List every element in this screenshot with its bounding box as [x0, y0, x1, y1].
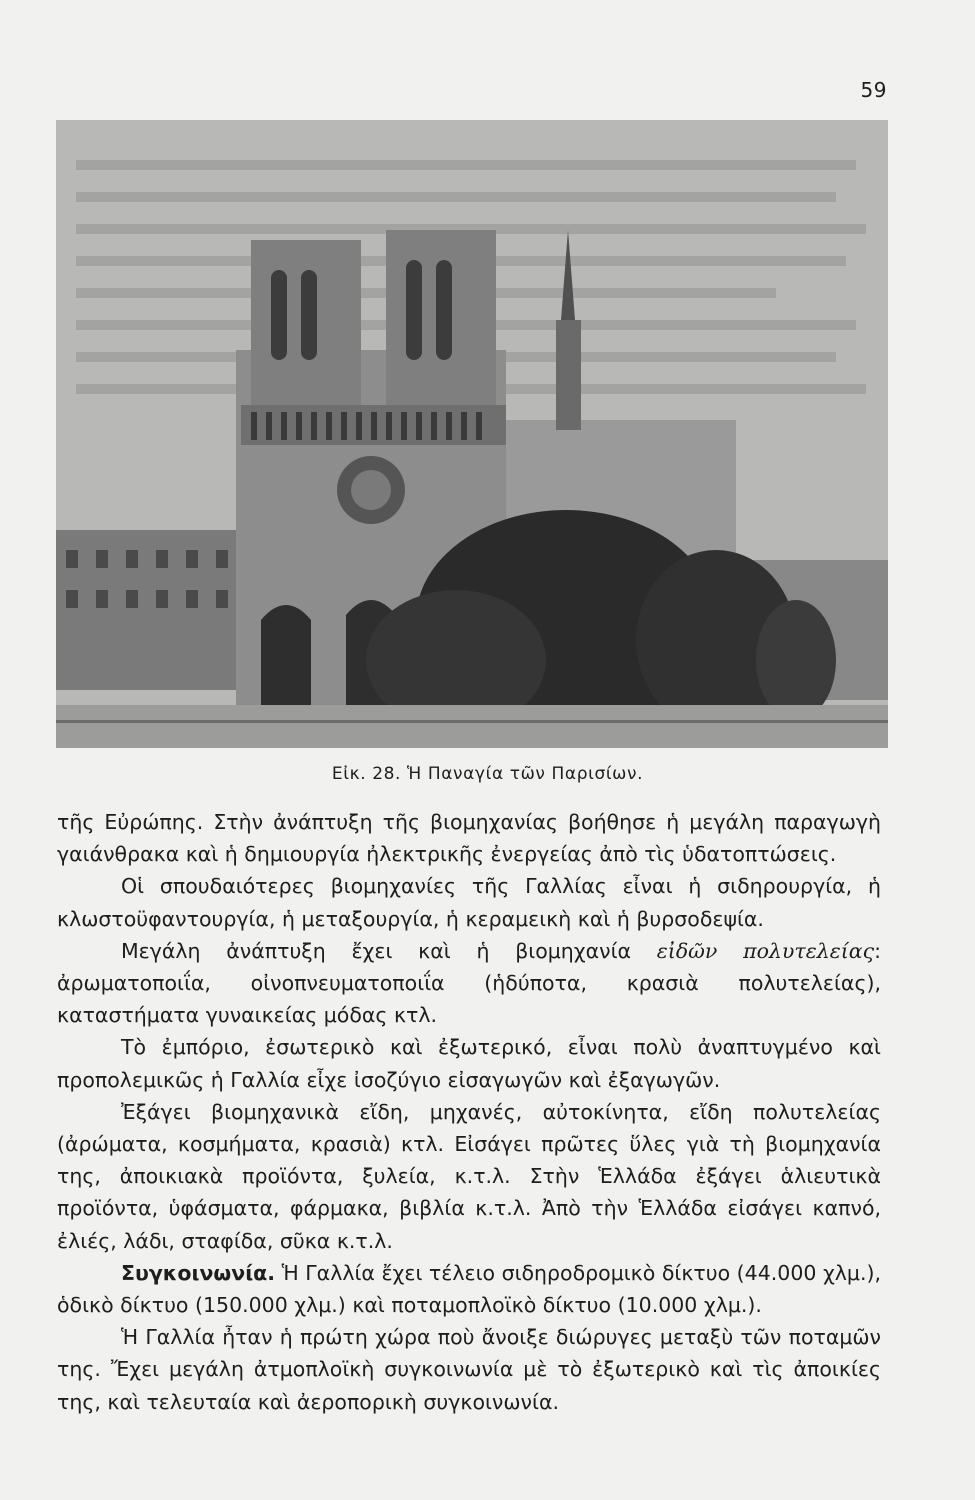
- luxury-term: εἰδῶν πολυτελείας: [656, 938, 875, 963]
- paragraph-communication: [57, 1257, 881, 1321]
- paragraph-luxury: [57, 935, 881, 1032]
- paragraph-exports: Ἐξάγει βιομηχανικὰ εἴδη, μηχανές, αὐτοκίνητα, εἴδη πολυτελείας (ἀρώματα, κοσμήματα, κρασιὰ) κτλ. Εἰσάγει πρῶτες ὕλες γιὰ τὴ βιομηχανία της, ἀποικιακὰ προϊόντα, ξυλεία, κ.τ.λ. Στὴν Ἑλλάδα ἐξάγει ἁλιευτικὰ προϊόντα, ὑφάσματα, φάρμακα, βιβλία κ.τ.λ. Ἀπὸ τὴν Ἑλλάδα εἰσάγει καπνό, ἐλιές, λάδι, σταφίδα, σῦκα κ.τ.λ.: [57, 1099, 881, 1253]
- paragraph-industries: Οἱ σπουδαιότερες βιομηχανίες τῆς Γαλλίας εἶναι ἡ σιδηρουργία, ἡ κλωστοϋφαντουργία, ἡ μεταξουργία, ἡ κεραμεικὴ καὶ ἡ βυρσοδεψία.: [57, 874, 881, 931]
- paragraph-continued: τῆς Εὐρώπης. Στὴν ἀνάπτυξη τῆς βιομηχανίας βοήθησε ἡ μεγάλη παραγωγὴ γαιάνθρακα καὶ ἡ δημιουργία ἠλεκτρικῆς ἐνεργείας ἀπὸ τὶς ὑδατοπτώσεις.: [57, 810, 881, 867]
- notre-dame-photograph: [56, 120, 888, 748]
- page-number: 59: [860, 78, 887, 102]
- figure-caption: Εἰκ. 28. Ἡ Παναγία τῶν Παρισίων.: [331, 764, 644, 784]
- communication-text: Ἡ Γαλλία ἔχει τέλειο σιδηροδρομικὸ δίκτυο (44.000 χλμ.), ὁδικὸ δίκτυο (150.000 χλμ.) καὶ ποταμοπλοϊκὸ δίκτυο (10.000 χλμ.).: [57, 1260, 881, 1318]
- luxury-intro: Μεγάλη ἀνάπτυξη ἔχει καὶ ἡ βιομηχανία: [121, 938, 657, 963]
- luxury-list: : ἀρωματοποιΐα, οἰνοπνευματοποιΐα (ἡδύποτα, κρασιὰ πολυτελείας), καταστήματα γυναικείας μόδας κτλ.: [57, 938, 881, 1028]
- cathedral-illustration: [56, 120, 888, 748]
- paragraph-trade: Τὸ ἐμπόριο, ἐσωτερικὸ καὶ ἐξωτερικό, εἶναι πολὺ ἀναπτυγμένο καὶ προπολεμικῶς ἡ Γαλλία εἶχε ἰσοζύγιο εἰσαγωγῶν καὶ ἐξαγωγῶν.: [57, 1035, 881, 1092]
- paragraph-canals: Ἡ Γαλλία ἦταν ἡ πρώτη χώρα ποὺ ἄνοιξε διώρυγες μεταξὺ τῶν ποταμῶν της. Ἔχει μεγάλη ἀτμοπλοϊκὴ συγκοινωνία μὲ τὸ ἐξωτερικὸ καὶ τὶς ἀποικίες της, καὶ τελευταία καὶ ἀεροπορικὴ συγκοινωνία.: [57, 1325, 881, 1414]
- section-heading-communication: Συγκοινωνία.: [121, 1260, 276, 1285]
- body-text: [57, 806, 881, 1418]
